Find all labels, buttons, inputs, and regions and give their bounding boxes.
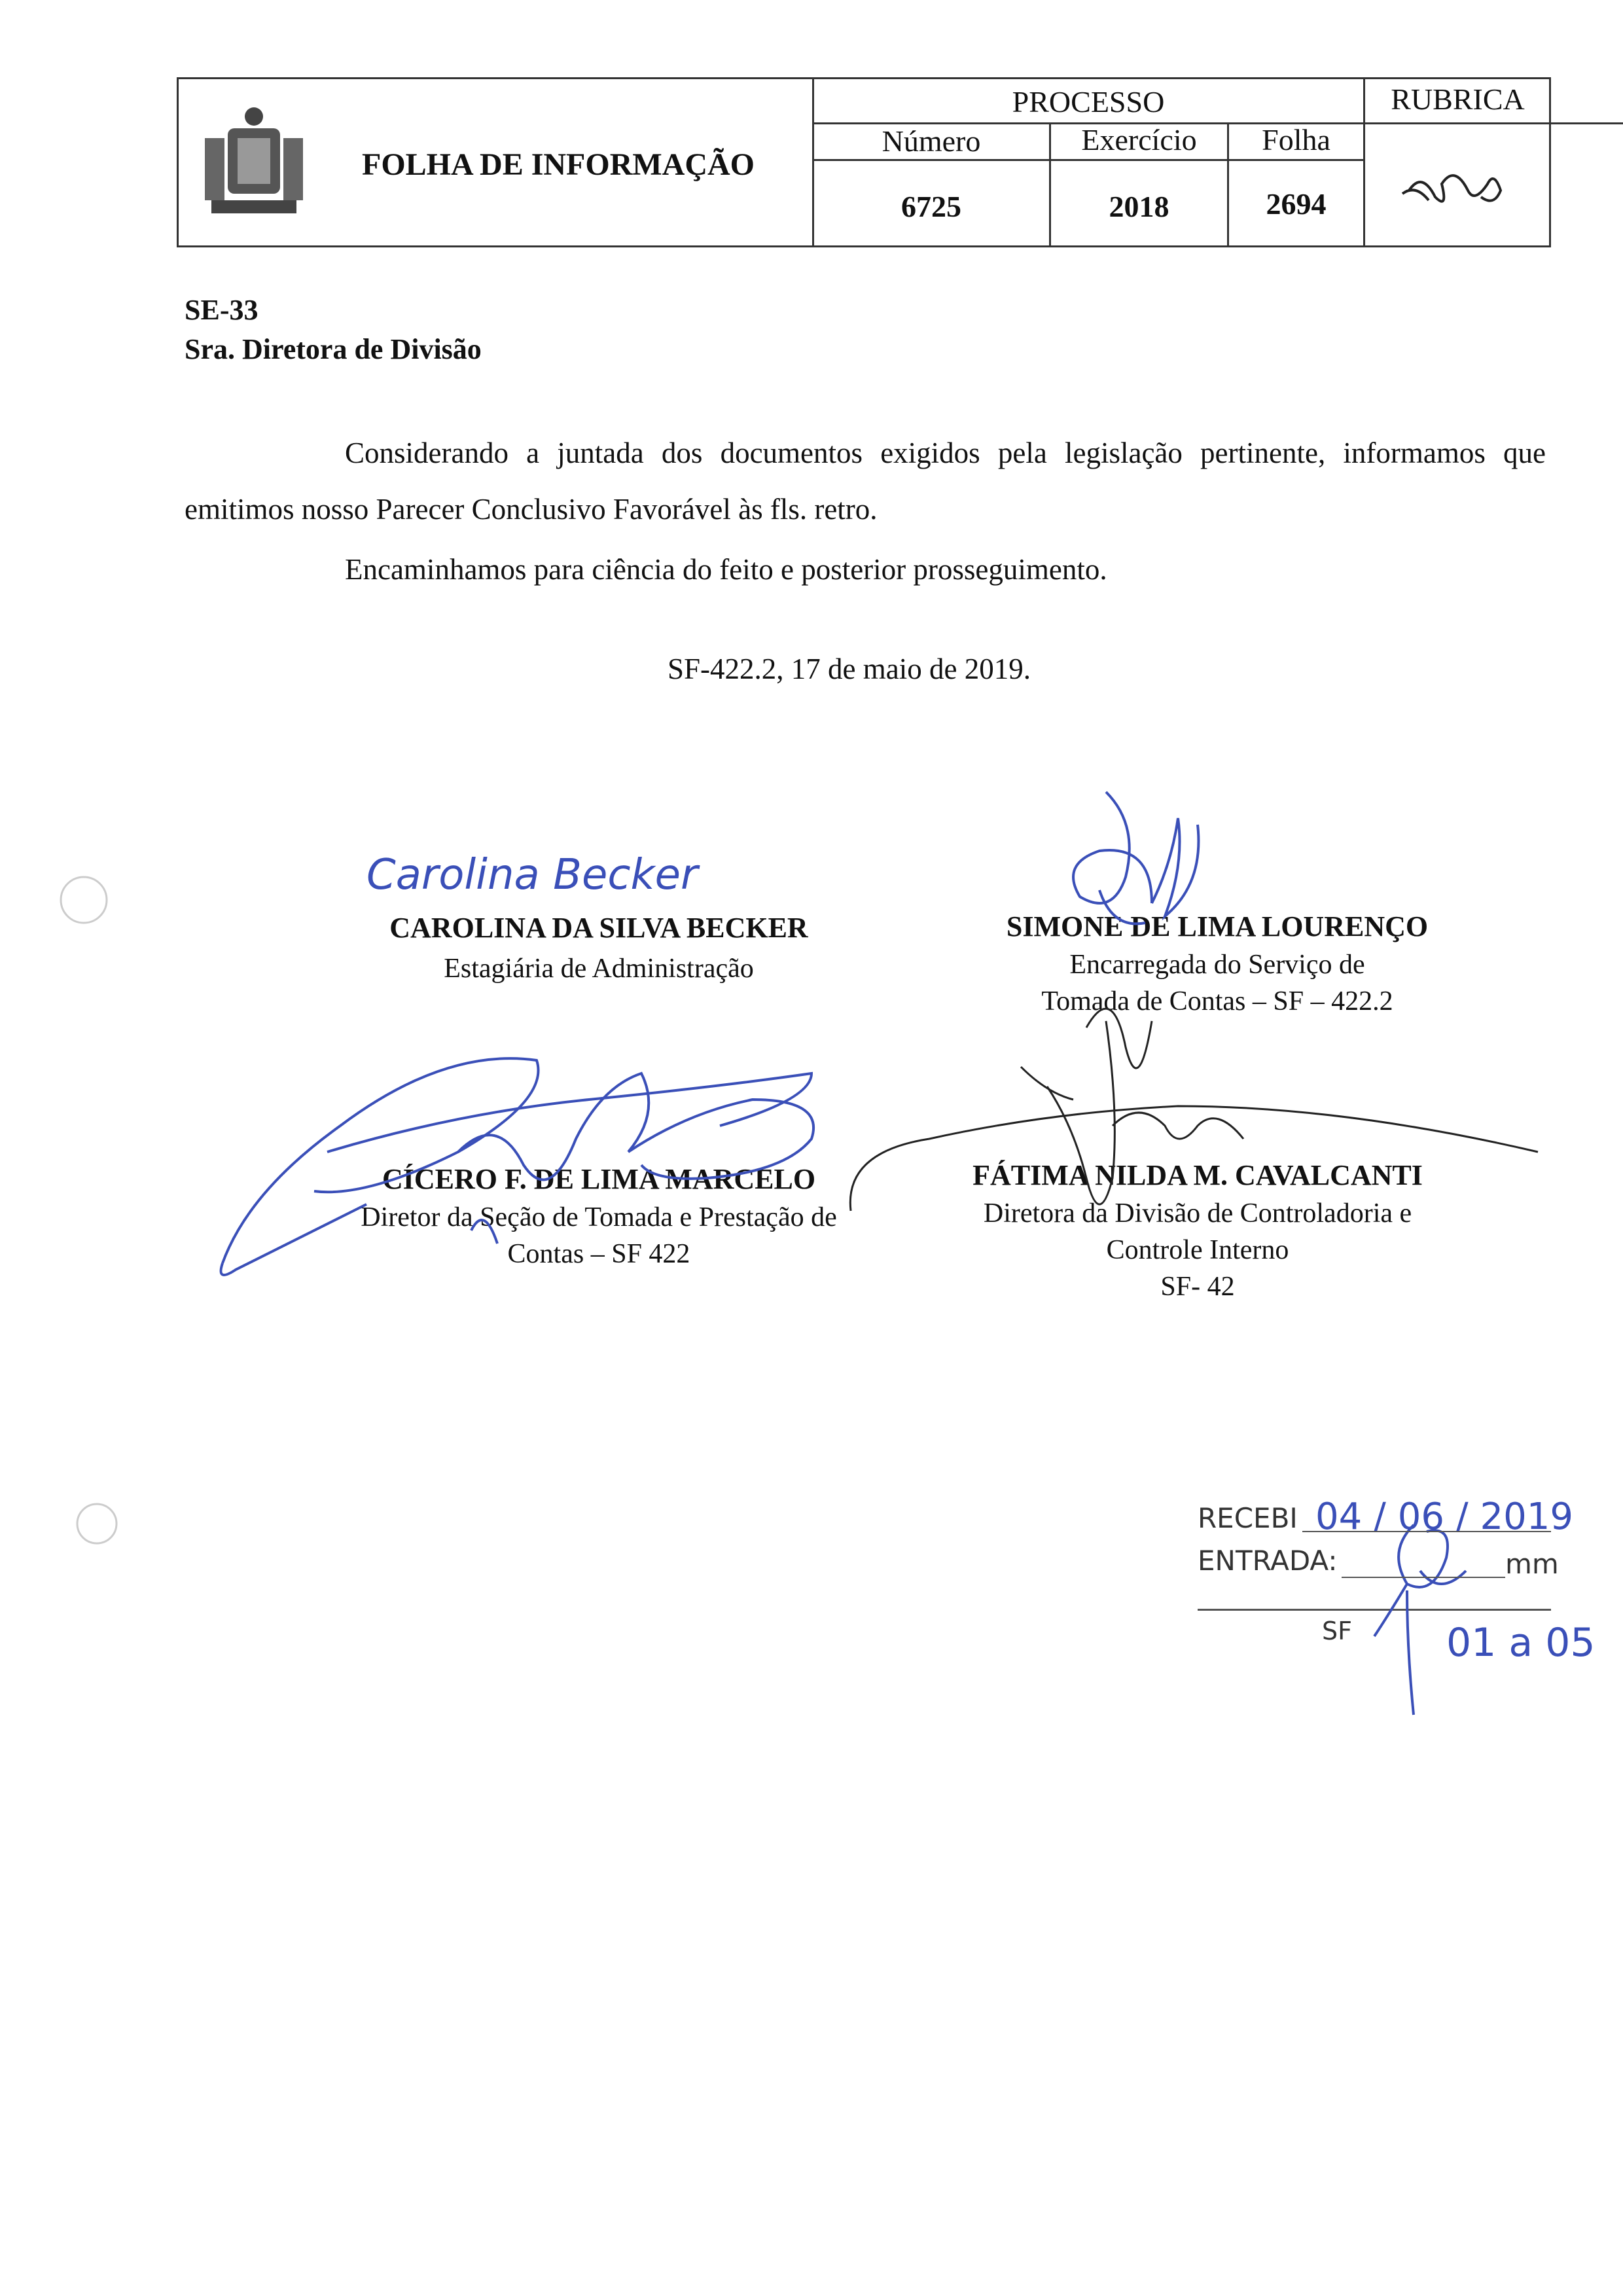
signatory-role: Contas – SF 422: [507, 1239, 690, 1269]
stamp-pages: 01 a 05: [1446, 1620, 1596, 1666]
signatory-name: CÍCERO F. DE LIMA MARCELO: [382, 1163, 816, 1195]
numero-label: Número: [882, 124, 981, 158]
folha-label: Folha: [1262, 123, 1330, 156]
stamp-unit: mm: [1505, 1548, 1559, 1580]
signatory-role: Controle Interno: [1106, 1235, 1289, 1265]
processo-label: PROCESSO: [1012, 85, 1165, 118]
carolina-handwritten-signature: Carolina Becker: [366, 851, 698, 899]
addressee-code: SE-33: [185, 294, 259, 326]
exercicio-label: Exercício: [1081, 123, 1197, 156]
folha-value: 2694: [1266, 187, 1327, 221]
stamp-recebi-label: RECEBI: [1198, 1502, 1298, 1534]
stamp-divider: [1198, 1609, 1551, 1611]
stamp-dept: SF: [1322, 1617, 1352, 1645]
numero-value: 6725: [901, 190, 961, 223]
signatory-role: Estagiária de Administração: [444, 954, 754, 984]
signatory-role: Diretora da Divisão de Controladoria e: [983, 1198, 1412, 1229]
signatory-name: SIMONE DE LIMA LOURENÇO: [1006, 910, 1429, 942]
exercicio-value: 2018: [1109, 190, 1169, 223]
addressee-title: Sra. Diretora de Divisão: [185, 333, 482, 365]
stamp-recebi-date: 04 / 06 / 2019: [1315, 1496, 1573, 1538]
signatory-name: FÁTIMA NILDA M. CAVALCANTI: [972, 1159, 1423, 1191]
punch-hole-icon: [77, 1504, 116, 1543]
simone-signature: [1073, 792, 1198, 924]
signatory-name: CAROLINA DA SILVA BECKER: [389, 912, 808, 944]
header-table: [177, 77, 1551, 247]
signatory-role: Diretor da Seção de Tomada e Prestação de: [361, 1202, 837, 1232]
rubrica-label: RUBRICA: [1391, 82, 1525, 116]
signatory-role: Tomada de Contas – SF – 422.2: [1041, 986, 1393, 1016]
punch-hole-icon: [61, 877, 107, 923]
signatory-role: Encarregada do Serviço de: [1069, 950, 1365, 980]
document-title: FOLHA DE INFORMAÇÃO: [362, 147, 755, 182]
signatory-role: SF- 42: [1160, 1272, 1235, 1302]
stamp-entrada-label: ENTRADA:: [1198, 1545, 1338, 1577]
rubrica-initials-signature: [1396, 145, 1527, 223]
body-paragraph-1: Considerando a juntada dos documentos exigidos pela legislação pertinente, informamos que emitimos nosso Parecer Conclusivo Favorável às fls. retro.: [185, 437, 1546, 526]
body-paragraph-2: Encaminhamos para ciência do feito e posterior prosseguimento.: [345, 553, 1107, 586]
date-line: SF-422.2, 17 de maio de 2019.: [668, 653, 1031, 685]
